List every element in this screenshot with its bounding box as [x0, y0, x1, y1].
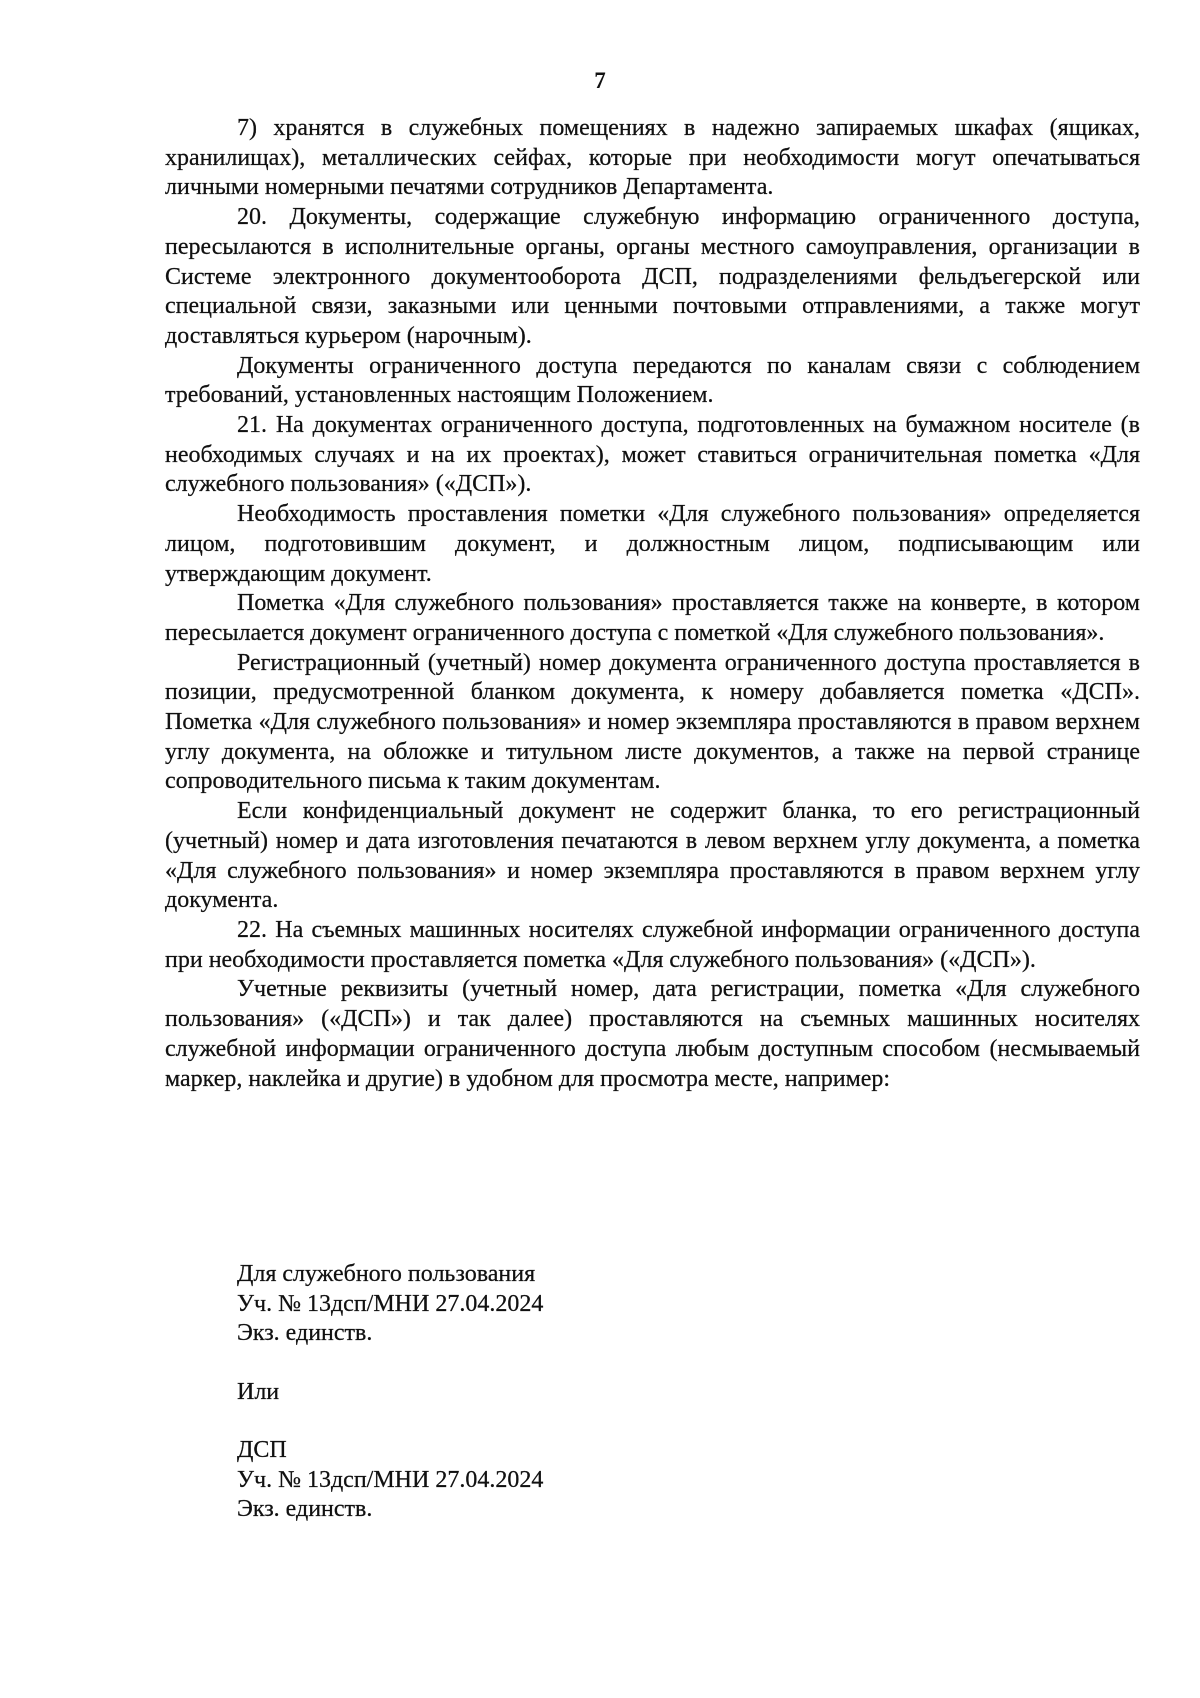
marking-example-full: [237, 1260, 837, 1349]
marking-example-short: [237, 1436, 837, 1525]
marking-example-copy: Экз. единств.: [237, 1320, 373, 1347]
paragraph-20: 20. Документы, содержащие служебную информацию ограниченного доступа, пересылаются в исполнительные органы, органы местного самоуправления, организации в Системе электронного документооборота ДСП, подразделениями фельдъегерской или специальной связи, заказными или ценными почтовыми отправлениями, а также могут доставляться курьером (нарочным).: [165, 204, 1140, 349]
paragraph-21-necessity: Необходимость проставления пометки «Для служебного пользования» определяется лицом, подготовившим документ, и должностным лицом, подписывающим или утверждающим документ.: [165, 501, 1140, 587]
or-separator: [237, 1378, 837, 1408]
paragraph-21-no-letterhead: Если конфиденциальный документ не содержит бланка, то его регистрационный (учетный) номер и дата изготовления печатаются в левом верхнем углу документа, а пометка «Для служебного пользования» и номер экземпляра проставляются в правом верхнем углу документа.: [165, 798, 1140, 914]
document-body: [165, 114, 1140, 1094]
marking-example-copy: Экз. единств.: [237, 1496, 373, 1523]
page-number: 7: [594, 68, 606, 93]
paragraph-item-7: 7) хранятся в служебных помещениях в надежно запираемых шкафах (ящиках, хранилищах), металлических сейфах, которые при необходимости могут опечатываться личными номерными печатями сотрудников Департамента.: [165, 115, 1140, 201]
paragraph-21-envelope: Пометка «Для служебного пользования» проставляется также на конверте, в котором пересылается документ ограниченного доступа с пометкой «Для служебного пользования».: [165, 590, 1140, 646]
paragraph-20-transmission: Документы ограниченного доступа передаются по каналам связи с соблюдением требований, установленных настоящим Положением.: [165, 352, 1140, 409]
marking-example-label: Для служебного пользования: [237, 1261, 536, 1287]
paragraph-22-requisites: Учетные реквизиты (учетный номер, дата регистрации, пометка «Для служебного пользования» («ДСП») и так далее) проставляются на съемных машинных носителях служебной информации ограниченного доступа любым доступным способом (несмываемый маркер, наклейка и другие) в удобном для просмотра месте, например:: [165, 976, 1140, 1092]
marking-example-number: Уч. № 13дсп/МНИ 27.04.2024: [237, 1290, 544, 1317]
marking-example-label: ДСП: [237, 1437, 287, 1463]
paragraph-22: 22. На съемных машинных носителях служебной информации ограниченного доступа при необходимости проставляется пометка «Для служебного пользования» («ДСП»).: [165, 916, 1140, 973]
paragraph-21-registration-number: Регистрационный (учетный) номер документа ограниченного доступа проставляется в позиции, предусмотренной бланком документа, к номеру добавляется пометка «ДСП». Пометка «Для служебного пользования» и номер экземпляра проставляются в правом верхнем углу документа, на обложке и титульном листе документов, а также на первой странице сопроводительного письма к таким документам.: [165, 649, 1140, 795]
marking-example-number: Уч. № 13дсп/МНИ 27.04.2024: [237, 1466, 544, 1493]
paragraph-21: 21. На документах ограниченного доступа, подготовленных на бумажном носителе (в необходимых случаях и на их проектах), может ставиться ограничительная пометка «Для служебного пользования» («ДСП»).: [165, 412, 1140, 498]
or-label: Или: [237, 1379, 280, 1405]
